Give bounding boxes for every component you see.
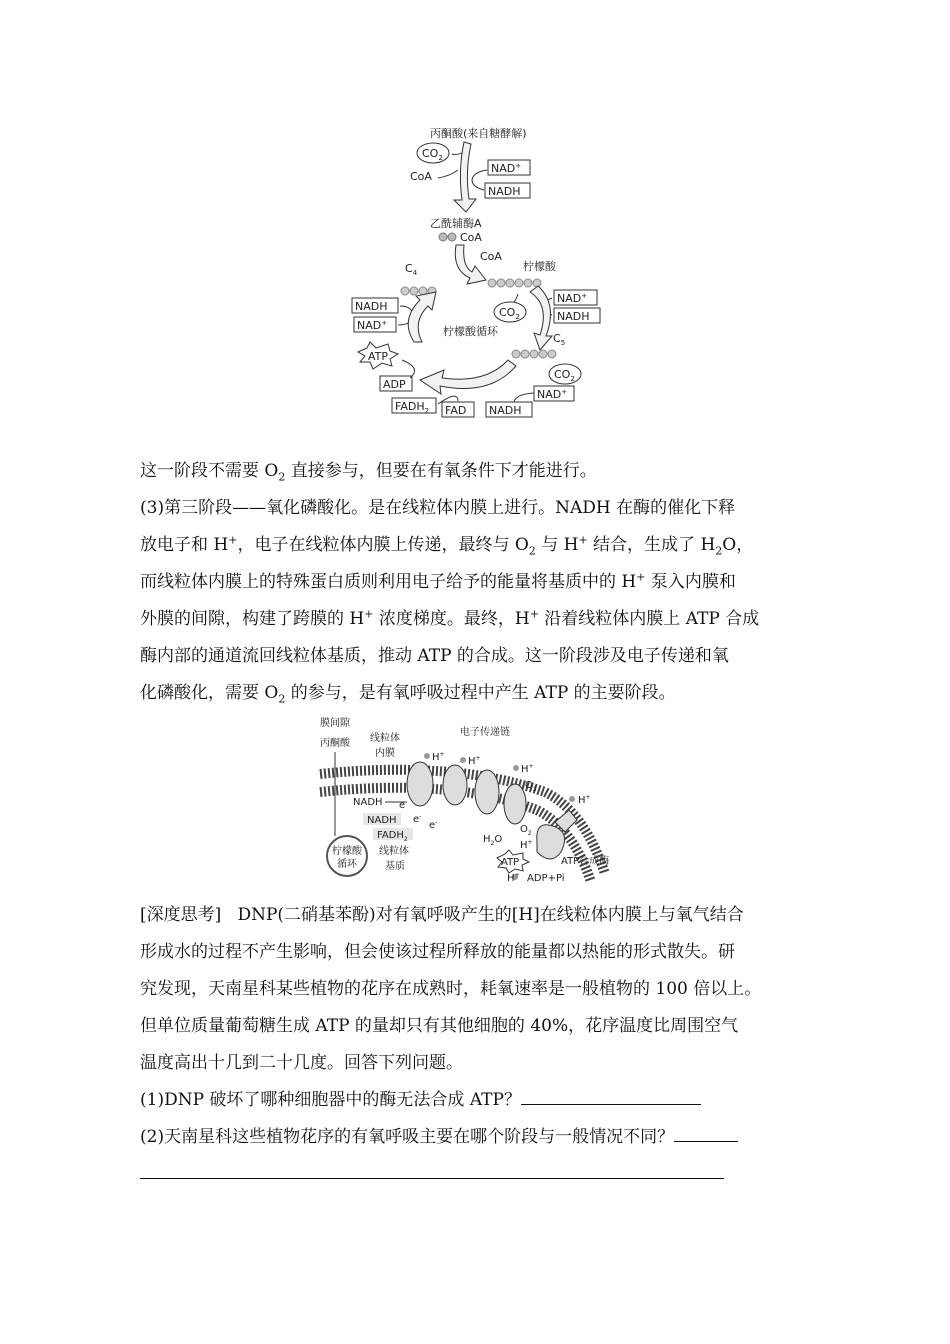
- electron-label-2: e-: [413, 813, 422, 825]
- electron-label-1: e-: [399, 799, 408, 811]
- left-up-arrow: [408, 292, 436, 342]
- cycle-label: 柠檬酸循环: [443, 325, 498, 338]
- krebs-cycle-diagram: [340, 120, 610, 425]
- coa-arrow-top: [438, 170, 458, 178]
- complex-3: [475, 770, 499, 814]
- h2o-label: $H_2O$: [483, 834, 503, 847]
- pyruvate-label-etc: 丙酮酸: [320, 738, 350, 749]
- cycle-label-2: 循环: [337, 859, 357, 870]
- answer-blank-2[interactable]: [674, 1121, 738, 1142]
- deep-thinking: [140, 897, 812, 1193]
- answer-blank-1[interactable]: [521, 1084, 701, 1105]
- answer-blank-3[interactable]: [140, 1158, 724, 1179]
- nad-label-top: NAD+: [491, 162, 522, 175]
- coa-label-top: CoA: [410, 170, 432, 183]
- chain-label: 电子传递链: [460, 727, 510, 738]
- proton-label-1: H+: [432, 751, 445, 763]
- nadh-label-etc-2: NADH: [367, 815, 397, 826]
- intermembrane-label: 膜间隙: [320, 718, 350, 729]
- inner-membrane-label-1: 线粒体: [370, 733, 400, 744]
- adp-pi-label: ADP+Pi: [527, 873, 565, 884]
- fadh-label-etc: $FADH_2$: [377, 830, 408, 843]
- fadh-label: $FADH_2$: [395, 400, 430, 415]
- pyruvate-label: 丙酮酸(来自糖酵解): [430, 127, 527, 140]
- co2-label-top: $CO_2$: [422, 147, 443, 162]
- cycle-label-1: 柠檬酸: [332, 846, 362, 857]
- question-1: (1)DNP 破坏了哪种细胞器中的酶无法合成 ATP？: [140, 1082, 812, 1119]
- proton-label-3: H+: [521, 763, 534, 775]
- citrate-label: 柠檬酸: [523, 260, 556, 273]
- paragraph-stage3-line2: 放电子和 H+，电子在线粒体内膜上传递，最终与 $O_2$ 与 H+ 结合，生成了 $H_2O$，: [140, 533, 754, 558]
- think-line-3: 究发现，天南星科某些植物的花序在成熟时，耗氧速率是一般植物的 100 倍以上。: [140, 979, 762, 999]
- matrix-label-2: 基质: [385, 861, 405, 872]
- coa-label-mid: CoA: [460, 231, 482, 244]
- paragraph-stage3-line4: 外膜的间隙，构建了跨膜的 H+ 浓度梯度。最终，H+ 沿着线粒体内膜上 ATP 合成: [140, 607, 760, 629]
- nad-arrow-bottom: [514, 393, 534, 402]
- c4-label: $C_4$: [405, 262, 418, 277]
- co2-label-right: $CO_2$: [499, 306, 520, 321]
- think-line-4: 但单位质量葡萄糖生成 ATP 的量却只有其他细胞的 40%，花序温度比周围空气: [140, 1016, 739, 1036]
- think-line-2: 形成水的过程不产生影响，但会使该过程所释放的能量都以热能的形式散失。研: [140, 942, 735, 962]
- paragraph-stage3-line3: 而线粒体内膜上的特殊蛋白质则利用电子给予的能量将基质中的 H+ 泵入内膜和: [140, 570, 736, 592]
- proton-label-2: H+: [468, 755, 481, 767]
- proton-label-6: H+: [507, 872, 520, 884]
- proton-dot-2: [460, 757, 466, 763]
- nad-label-left: NAD+: [357, 319, 388, 332]
- proton-dot-1: [424, 753, 430, 759]
- inner-membrane-label-2: 内膜: [375, 748, 395, 759]
- matrix-label-1: 线粒体: [379, 846, 409, 857]
- nadh-label-top: NADH: [488, 185, 521, 198]
- nadh-label-left: NADH: [355, 300, 388, 313]
- right-down-arrow: [530, 286, 552, 350]
- nadh-label-right: NADH: [557, 310, 590, 323]
- electron-transport-diagram: [315, 712, 645, 890]
- acetyl-dot-2: [448, 233, 456, 241]
- acetyl-dot-1: [439, 233, 447, 241]
- question-2-continuation: [140, 1156, 812, 1193]
- nad-label-bottom: NAD+: [537, 388, 568, 401]
- atp-label: ATP: [368, 350, 389, 363]
- nad-label-right: NAD+: [557, 292, 588, 305]
- citrate-dots: [488, 279, 541, 287]
- atp-label-etc: ATP: [501, 857, 520, 868]
- proton-label-4: H+: [578, 794, 591, 806]
- proton-label-5: H+: [520, 839, 533, 851]
- paragraph-stage3-line5: 酶内部的通道流回线粒体基质，推动 ATP 的合成。这一阶段涉及电子传递和氧: [140, 646, 729, 666]
- o2-label-top: $O_2$: [525, 780, 537, 793]
- paragraph-stage3-line6: 化磷酸化，需要 $O_2$ 的参与，是有氧呼吸过程中产生 ATP 的主要阶段。: [140, 683, 676, 706]
- bottom-left-arrow: [420, 360, 516, 394]
- nadh-label-bottom: NADH: [489, 404, 522, 417]
- question-2: (2)天南星科这些植物花序的有氧呼吸主要在哪个阶段与一般情况不同？: [140, 1119, 812, 1156]
- adp-label: ADP: [383, 378, 406, 391]
- atp-synthase-label: ATP合成酶: [561, 856, 610, 867]
- acetyl-coa-label: 乙酰辅酶A: [430, 217, 482, 230]
- paragraph-stage2-note: 这一阶段不需要 $O_2$ 直接参与，但要在有氧条件下才能进行。: [140, 461, 597, 484]
- nadh-label-etc: NADH: [353, 797, 383, 808]
- complex-4: [504, 784, 526, 824]
- body-text: [140, 453, 812, 712]
- co2-label-bottom: $CO_2$: [554, 368, 575, 383]
- paragraph-stage3-line1: (3)第三阶段——氧化磷酸化。是在线粒体内膜上进行。NADH 在酶的催化下释: [140, 498, 736, 518]
- fad-label: FAD: [445, 404, 467, 417]
- think-line-1: [深度思考] DNP(二硝基苯酚)对有氧呼吸产生的[H]在线粒体内膜上与氧气结合: [140, 905, 744, 925]
- o2-label-bottom: $O_2$: [520, 824, 532, 837]
- electron-label-3: e-: [429, 819, 438, 831]
- complex-1: [407, 762, 433, 806]
- think-line-5: 温度高出十几到二十几度。回答下列问题。: [140, 1053, 463, 1073]
- c5-dots: [512, 350, 556, 358]
- c5-label: $C_5$: [553, 332, 566, 347]
- co2-arrow-right: [514, 294, 518, 302]
- complex-2: [443, 765, 467, 805]
- adp-arrow: [402, 360, 415, 378]
- coa-label-out: CoA: [480, 250, 502, 263]
- think-tag: [深度思考]: [140, 905, 222, 925]
- proton-dot-3: [513, 765, 519, 771]
- proton-dot-4: [569, 796, 575, 802]
